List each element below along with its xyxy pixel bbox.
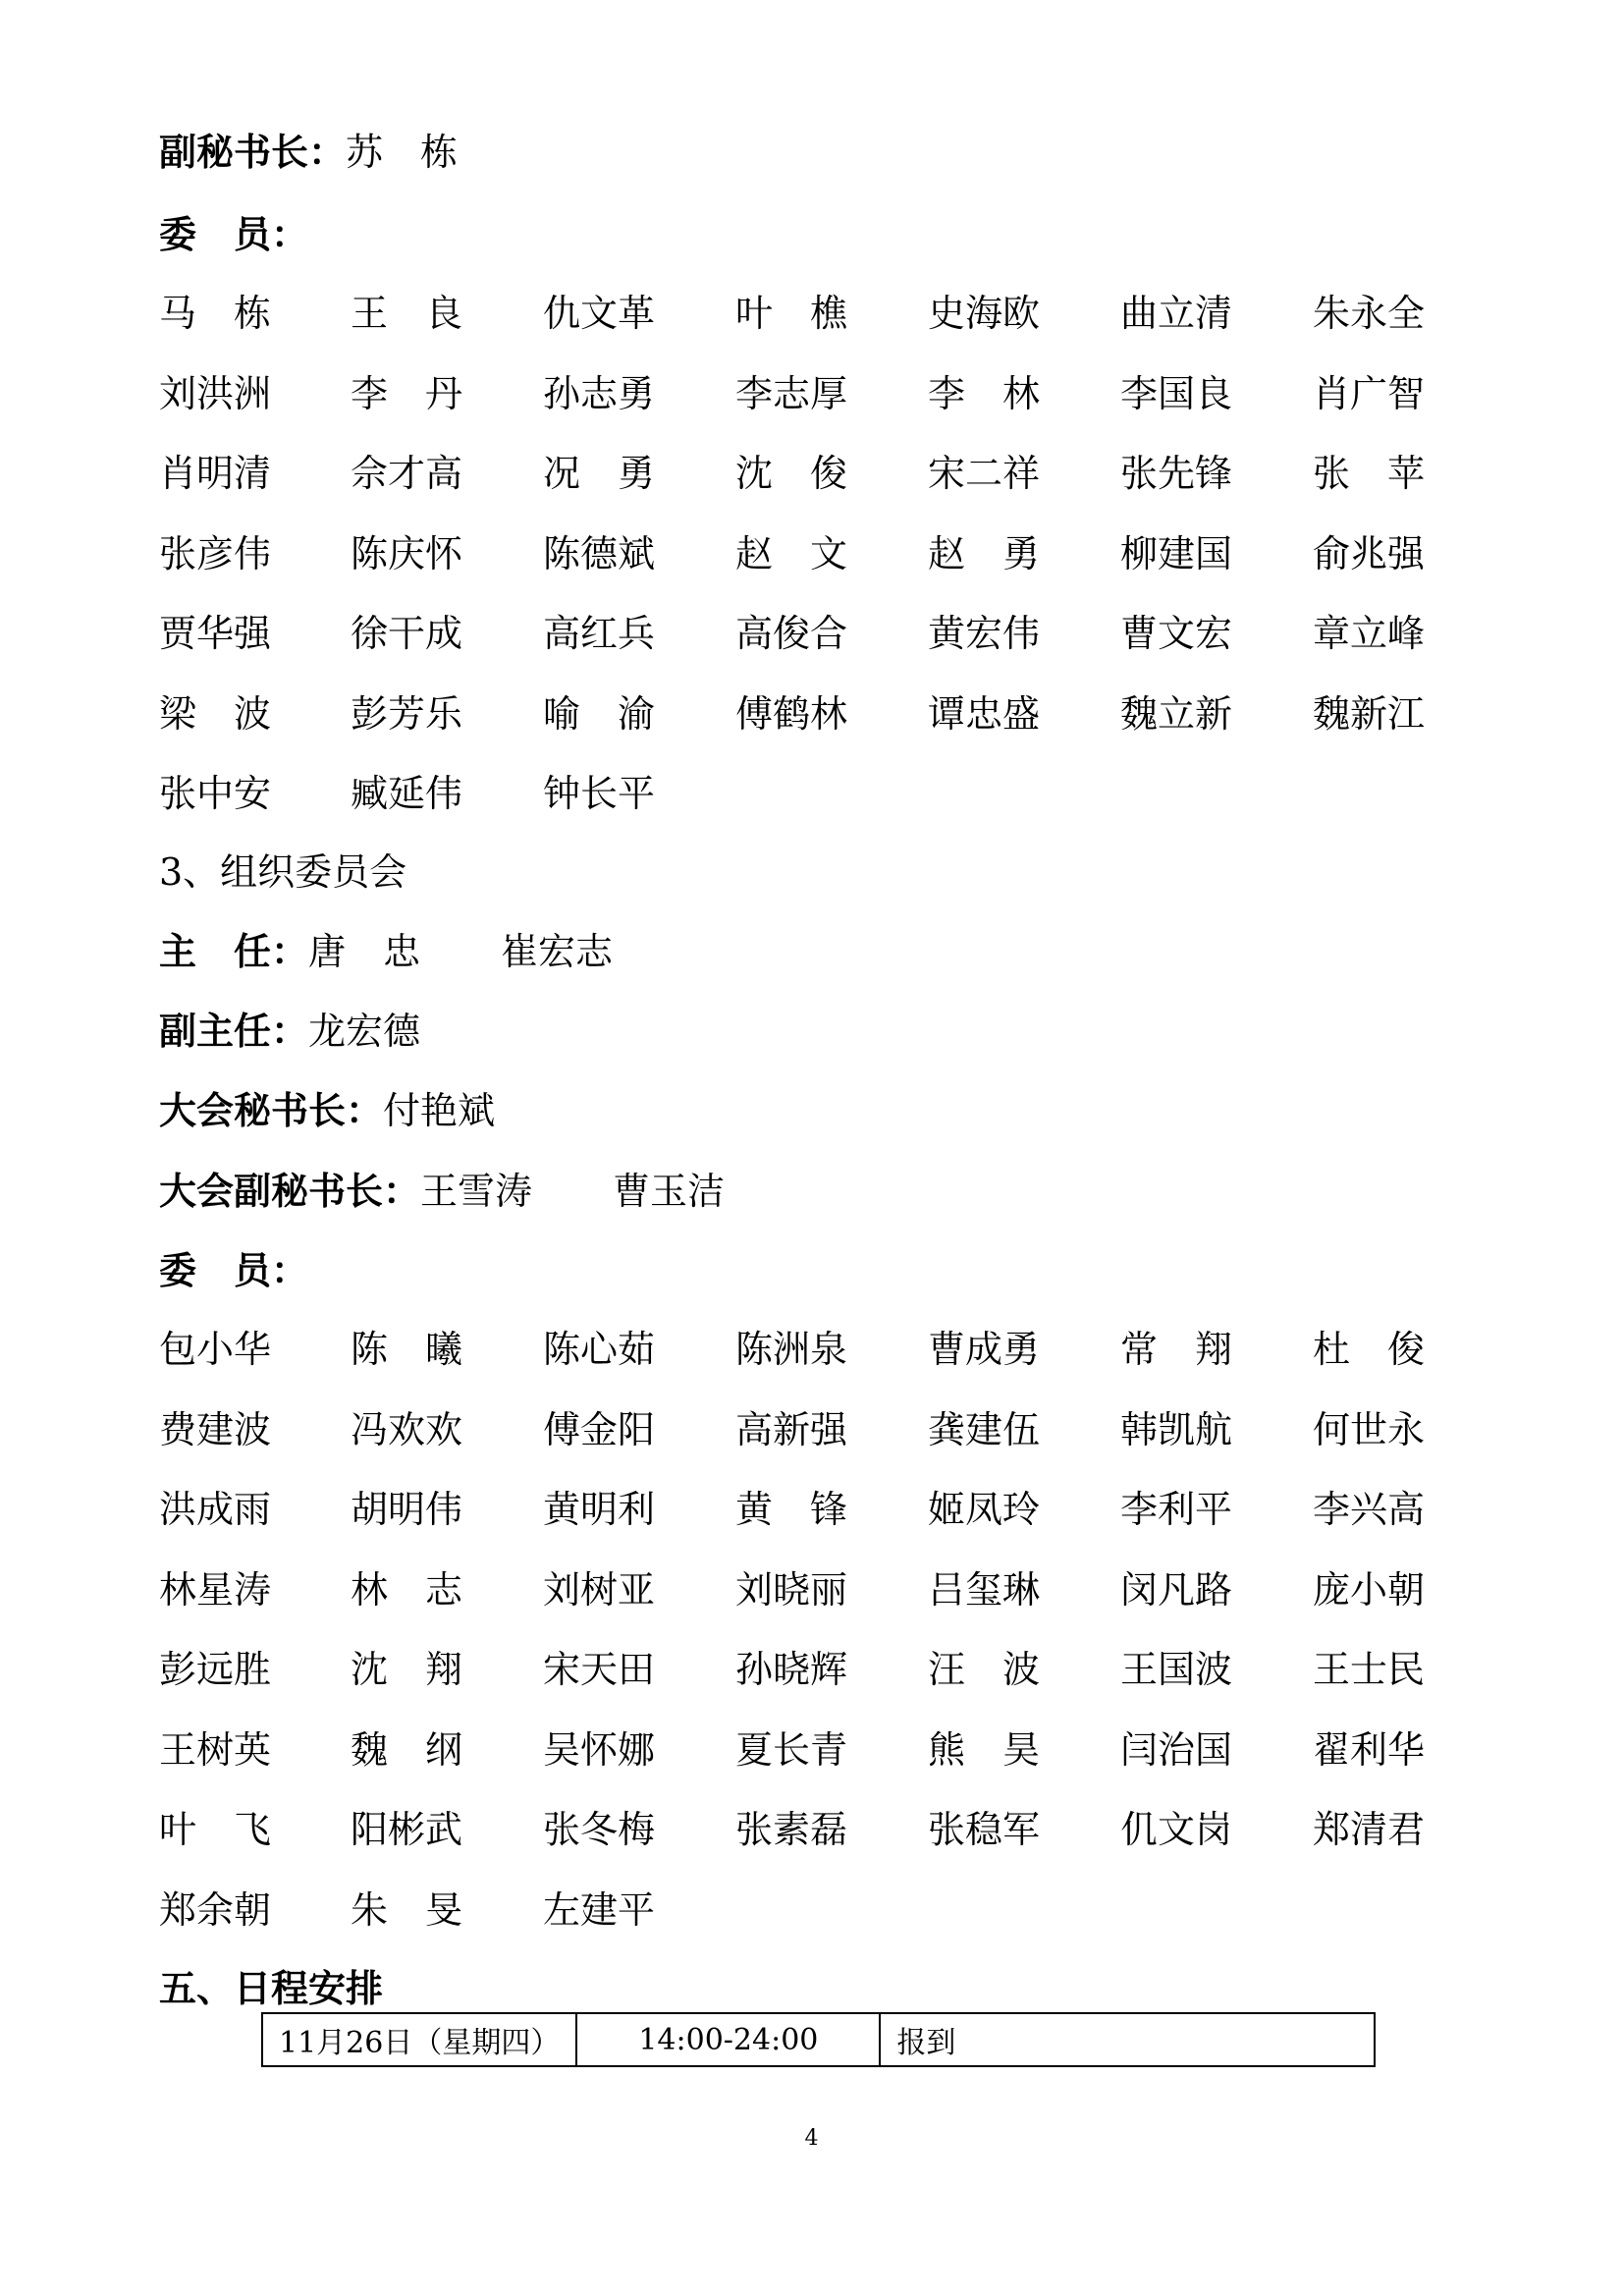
member-name: 高俊合 [735, 612, 848, 655]
members-label-1: 委 员： [159, 213, 309, 256]
member-name: 徐干成 [351, 612, 463, 655]
member-name: 胡明伟 [351, 1488, 463, 1531]
member-name: 王国波 [1120, 1648, 1233, 1691]
member-name: 曲立清 [1120, 292, 1233, 335]
member-name: 费建波 [159, 1407, 272, 1451]
member-name: 史海欧 [928, 292, 1041, 335]
member-name: 王树英 [159, 1727, 272, 1772]
member-name: 赵 文 [735, 531, 848, 575]
deputy-director-line [159, 1009, 420, 1054]
schedule-table [261, 2012, 1376, 2067]
member-name: 朱 旻 [351, 1887, 463, 1932]
deputy-secretary-general-value: 苏 栋 [346, 131, 459, 174]
member-name: 常 翔 [1120, 1328, 1233, 1371]
member-name: 沈 翔 [351, 1648, 463, 1691]
member-name: 况 勇 [543, 452, 656, 495]
director-line [159, 929, 613, 974]
member-name: 熊 昊 [928, 1727, 1041, 1772]
member-name: 陈庆怀 [351, 531, 463, 575]
member-name: 张素磊 [735, 1808, 848, 1851]
member-name: 曹成勇 [928, 1328, 1041, 1371]
conference-deputy-secretary-general-name-2: 曹玉洁 [613, 1170, 726, 1213]
member-name: 阳彬武 [351, 1808, 463, 1851]
page-number: 4 [804, 2126, 819, 2151]
member-name: 李兴高 [1313, 1488, 1426, 1531]
member-name: 张 苹 [1313, 452, 1426, 495]
member-name: 陈心茹 [543, 1328, 656, 1371]
member-name: 魏立新 [1120, 691, 1233, 736]
schedule-event: 报到 [880, 2013, 1375, 2066]
conference-deputy-secretary-general-name-1: 王雪涛 [420, 1170, 533, 1213]
member-name: 李 丹 [351, 371, 463, 415]
conference-secretary-general-line [159, 1088, 495, 1133]
member-name: 陈德斌 [543, 531, 656, 575]
schedule-date: 11月26日（星期四） [262, 2013, 576, 2066]
conference-secretary-general-label: 大会秘书长： [159, 1089, 384, 1132]
conference-deputy-secretary-general-line [159, 1169, 725, 1214]
member-name: 杜 俊 [1313, 1328, 1426, 1371]
member-name: 贾华强 [159, 612, 272, 655]
member-name: 刘洪洲 [159, 371, 272, 415]
member-name: 彭远胜 [159, 1648, 272, 1691]
member-name: 张中安 [159, 772, 272, 815]
member-name: 佘才高 [351, 452, 463, 495]
member-name: 宋天田 [543, 1648, 656, 1691]
member-name: 梁 波 [159, 691, 272, 736]
member-name: 谭忠盛 [928, 691, 1041, 736]
member-name: 黄 锋 [735, 1488, 848, 1531]
conference-secretary-general-value: 付艳斌 [383, 1089, 496, 1132]
member-name: 喻 渝 [543, 691, 656, 736]
member-name: 刘晓丽 [735, 1567, 848, 1612]
director-label: 主 任： [159, 930, 309, 973]
member-name: 章立峰 [1313, 612, 1426, 655]
member-name: 李志厚 [735, 371, 848, 415]
member-name: 孙晓辉 [735, 1648, 848, 1691]
member-name: 朱永全 [1313, 292, 1426, 335]
member-name: 肖广智 [1313, 371, 1426, 415]
member-name: 高新强 [735, 1407, 848, 1451]
deputy-secretary-general-line [159, 130, 458, 175]
member-name: 叶 飞 [159, 1808, 272, 1851]
member-name: 洪成雨 [159, 1488, 272, 1531]
member-name: 张稳军 [928, 1808, 1041, 1851]
member-name: 宋二祥 [928, 452, 1041, 495]
member-name: 吕玺琳 [928, 1567, 1041, 1612]
section3-title: 3、组织委员会 [159, 850, 407, 894]
director-name-1: 唐 忠 [308, 930, 421, 973]
member-name: 张先锋 [1120, 452, 1233, 495]
member-name: 汪 波 [928, 1648, 1041, 1691]
deputy-secretary-general-label: 副秘书长： [159, 131, 347, 174]
member-name: 高红兵 [543, 612, 656, 655]
member-name: 左建平 [543, 1887, 656, 1932]
member-name: 张彦伟 [159, 531, 272, 575]
member-name: 黄明利 [543, 1488, 656, 1531]
deputy-director-value: 龙宏德 [308, 1010, 421, 1053]
member-name: 陈洲泉 [735, 1328, 848, 1371]
member-name: 曹文宏 [1120, 612, 1233, 655]
section5-title: 五、日程安排 [159, 1967, 384, 2010]
member-name: 肖明清 [159, 452, 272, 495]
member-name: 俞兆强 [1313, 531, 1426, 575]
schedule-row [262, 2013, 1375, 2066]
member-name: 翟利华 [1313, 1727, 1426, 1772]
member-name: 沈 俊 [735, 452, 848, 495]
member-name: 郑清君 [1313, 1808, 1426, 1851]
member-name: 叶 樵 [735, 292, 848, 335]
member-name: 仉文岗 [1120, 1808, 1233, 1851]
member-name: 马 栋 [159, 292, 272, 335]
member-name: 何世永 [1313, 1407, 1426, 1451]
conference-deputy-secretary-general-label: 大会副秘书长： [159, 1170, 421, 1213]
member-name: 夏长青 [735, 1727, 848, 1772]
member-name: 魏新江 [1313, 691, 1426, 736]
member-name: 黄宏伟 [928, 612, 1041, 655]
member-name: 闵凡路 [1120, 1567, 1233, 1612]
member-name: 刘树亚 [543, 1567, 656, 1612]
member-name: 冯欢欢 [351, 1407, 463, 1451]
member-name: 包小华 [159, 1328, 272, 1371]
member-name: 林星涛 [159, 1567, 272, 1612]
member-name: 李 林 [928, 371, 1041, 415]
member-name: 李国良 [1120, 371, 1233, 415]
member-name: 陈 曦 [351, 1328, 463, 1371]
member-name: 韩凯航 [1120, 1407, 1233, 1451]
members-label-2: 委 员： [159, 1249, 309, 1292]
member-name: 李利平 [1120, 1488, 1233, 1531]
director-name-2: 崔宏志 [501, 930, 614, 973]
member-name: 仇文革 [543, 292, 656, 335]
member-name: 钟长平 [543, 772, 656, 815]
member-name: 龚建伍 [928, 1407, 1041, 1451]
member-name: 吴怀娜 [543, 1727, 656, 1772]
member-name: 姬凤玲 [928, 1488, 1041, 1531]
member-name: 彭芳乐 [351, 691, 463, 736]
member-name: 傅鹤林 [735, 691, 848, 736]
member-name: 庞小朝 [1313, 1567, 1426, 1612]
member-name: 孙志勇 [543, 371, 656, 415]
member-name: 王士民 [1313, 1648, 1426, 1691]
member-name: 魏 纲 [351, 1727, 463, 1772]
member-name: 王 良 [351, 292, 463, 335]
member-name: 臧延伟 [351, 772, 463, 815]
member-name: 林 志 [351, 1567, 463, 1612]
member-name: 闫治国 [1120, 1727, 1233, 1772]
member-name: 傅金阳 [543, 1407, 656, 1451]
schedule-time: 14:00-24:00 [576, 2013, 880, 2066]
member-name: 郑余朝 [159, 1887, 272, 1932]
member-name: 柳建国 [1120, 531, 1233, 575]
deputy-director-label: 副主任： [159, 1010, 309, 1053]
member-name: 赵 勇 [928, 531, 1041, 575]
member-name: 张冬梅 [543, 1808, 656, 1851]
